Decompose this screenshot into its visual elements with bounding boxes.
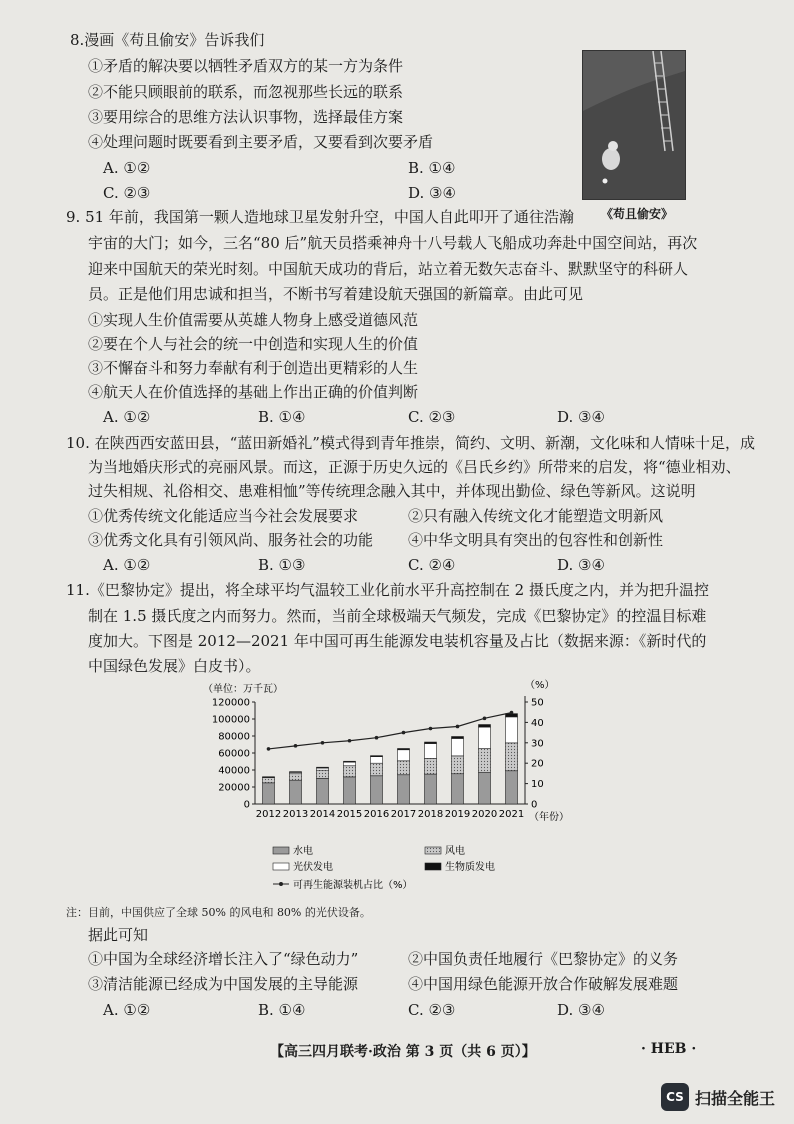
q9-item-4: ④航天人在价值选择的基础上作出正确的价值判断: [88, 383, 419, 401]
q10-option-c: C. ②④: [408, 556, 456, 574]
q11-item-4: ④中国用绿色能源开放合作破解发展难题: [408, 975, 679, 993]
cartoon-image: [582, 50, 686, 200]
q11-option-a: A. ①②: [103, 1001, 151, 1019]
y-tick-label: 80000: [218, 731, 250, 743]
chart-y2-axis-label: （%）: [525, 680, 555, 691]
ratio-series-line: [269, 713, 512, 749]
bar-biomass: [371, 756, 383, 757]
legend-label-biomass: 生物质发电: [445, 862, 495, 873]
y2-tick-label: 40: [531, 717, 544, 729]
bar-solar: [398, 750, 410, 761]
q9-item-2: ②要在个人与社会的统一中创造和实现人生的价值: [88, 335, 419, 353]
y-tick-label: 60000: [218, 748, 250, 760]
x-tick-label: 2021: [498, 809, 525, 820]
legend-swatch-wind: [425, 847, 441, 854]
q10-stem-line-3: 过失相规、礼俗相交、患难相恤”等传统理念融入其中，并体现出勤俭、绿色等新风。这说明: [88, 482, 696, 500]
ratio-point: [294, 744, 298, 748]
chart-note: 注：目前，中国供应了全球 50% 的风电和 80% 的光伏设备。: [66, 906, 371, 919]
q10-option-b: B. ①③: [258, 556, 306, 574]
bar-solar: [425, 744, 437, 759]
q9-option-b: B. ①④: [258, 408, 306, 426]
q10-stem-line-1: 10. 在陕西西安蓝田县，“蓝田新婚礼”模式得到青年推崇，简约、文明、新潮，文化味和人情味十足，成: [66, 434, 755, 452]
bar-biomass: [425, 742, 437, 744]
q10-item-3: ③优秀文化具有引领风尚、服务社会的功能: [88, 531, 374, 549]
y2-tick-label: 20: [531, 758, 544, 770]
bar-solar: [317, 768, 329, 770]
bar-wind: [506, 743, 518, 771]
legend-label-wind: 风电: [445, 846, 465, 857]
y-tick-label: 20000: [218, 782, 250, 794]
renewable-capacity-chart: [195, 676, 585, 896]
ratio-point: [375, 736, 379, 740]
x-tick-label: 2019: [444, 809, 471, 820]
y2-tick-label: 10: [531, 779, 544, 791]
bar-solar: [506, 717, 518, 743]
legend-swatch-biomass: [425, 863, 441, 870]
q8-option-d: D. ③④: [408, 184, 456, 202]
q11-option-c: C. ②③: [408, 1001, 456, 1019]
x-tick-label: 2016: [363, 809, 390, 820]
bar-hydro: [452, 774, 464, 804]
bar-wind: [344, 766, 356, 777]
y2-tick-label: 30: [531, 738, 544, 750]
bar-biomass: [344, 761, 356, 762]
paper-code: · HEB ·: [641, 1041, 697, 1057]
y2-tick-label: 0: [531, 799, 538, 811]
bar-wind: [452, 756, 464, 774]
q8-item-1: ①矛盾的解决要以牺牲矛盾双方的某一方为条件: [88, 57, 404, 75]
y-tick-label: 100000: [211, 714, 250, 726]
bar-hydro: [317, 778, 329, 804]
bar-wind: [263, 778, 275, 783]
ratio-point: [483, 717, 487, 721]
q10-option-d: D. ③④: [557, 556, 605, 574]
page-footer: 【高三四月联考·政治 第 3 页（共 6 页）】: [270, 1044, 536, 1060]
q11-option-d: D. ③④: [557, 1001, 605, 1019]
q8-item-3: ③要用综合的思维方法认识事物，选择最佳方案: [88, 108, 404, 126]
q8-option-a: A. ①②: [103, 159, 151, 177]
q9-item-3: ③不懈奋斗和努力奉献有利于创造出更精彩的人生: [88, 359, 419, 377]
ratio-point: [402, 731, 406, 735]
watermark-text: 扫描全能王: [695, 1088, 776, 1108]
y2-tick-label: 50: [531, 697, 544, 709]
q9-option-d: D. ③④: [557, 408, 605, 426]
bar-biomass: [398, 748, 410, 749]
x-tick-label: 2012: [255, 809, 282, 820]
q9-item-1: ①实现人生价值需要从英雄人物身上感受道德风范: [88, 311, 419, 329]
bar-wind: [398, 761, 410, 775]
bar-hydro: [506, 771, 518, 804]
legend-marker-ratio: [279, 882, 283, 886]
q11-item-1: ①中国为全球经济增长注入了“绿色动力”: [88, 950, 359, 968]
x-tick-label: 2020: [471, 809, 498, 820]
chart-x-axis-label: （年份）: [529, 812, 569, 823]
x-tick-label: 2013: [282, 809, 309, 820]
bar-hydro: [371, 776, 383, 804]
q11-option-b: B. ①④: [258, 1001, 306, 1019]
x-tick-label: 2015: [336, 809, 363, 820]
ratio-point: [456, 725, 460, 729]
q9-stem-line-3: 迎来中国航天的荣光时刻。中国航天成功的背后，站立着无数矢志奋斗、默默坚守的科研人: [88, 260, 689, 278]
legend-label-hydro: 水电: [293, 846, 313, 857]
bar-wind: [479, 749, 491, 773]
y-tick-label: 0: [243, 799, 250, 811]
q11-item-3: ③清洁能源已经成为中国发展的主导能源: [88, 975, 359, 993]
bar-biomass: [317, 767, 329, 768]
ratio-point: [348, 739, 352, 743]
bar-hydro: [344, 777, 356, 804]
legend-label-ratio: 可再生能源装机占比（%）: [293, 880, 413, 891]
q11-stem-line-2: 制在 1.5 摄氏度之内而努力。然而，当前全球极端天气频发，完成《巴黎协定》的控温目标难: [88, 607, 707, 625]
q9-option-a: A. ①②: [103, 408, 151, 426]
cs-logo-icon: CS: [661, 1083, 689, 1111]
bar-wind: [317, 770, 329, 778]
ratio-point: [267, 747, 271, 751]
q8-stem: 8.漫画《苟且偷安》告诉我们: [70, 31, 265, 49]
q9-stem-line-4: 员。正是他们用忠诚和担当，不断书写着建设航天强国的新篇章。由此可见: [88, 285, 584, 303]
bar-biomass: [263, 777, 275, 778]
bar-wind: [371, 763, 383, 776]
cartoon-caption: 《苟且偷安》: [601, 207, 674, 221]
q8-option-c: C. ②③: [103, 184, 151, 202]
bar-hydro: [479, 773, 491, 804]
ratio-point: [510, 711, 514, 715]
bar-hydro: [290, 780, 302, 804]
legend-swatch-hydro: [273, 847, 289, 854]
q11-stem-line-3: 度加大。下图是 2012—2021 年中国可再生能源发电装机容量及占比（数据来源：《新时代的: [88, 632, 707, 650]
bar-solar: [479, 727, 491, 749]
q9-stem-line-1: 9. 51 年前，我国第一颗人造地球卫星发射升空，中国人自此叩开了通往浩瀚: [66, 208, 574, 226]
bar-wind: [425, 758, 437, 774]
x-tick-label: 2017: [390, 809, 417, 820]
bar-biomass: [452, 737, 464, 739]
q11-stem-line-4: 中国绿色发展》白皮书）。: [88, 657, 261, 675]
bar-wind: [290, 774, 302, 780]
q8-item-4: ④处理问题时既要看到主要矛盾，又要看到次要矛盾: [88, 133, 434, 151]
bar-solar: [371, 757, 383, 764]
cartoon-illustration: [583, 51, 685, 199]
q10-item-2: ②只有融入传统文化才能塑造文明新风: [408, 507, 664, 525]
q11-item-2: ②中国负责任地履行《巴黎协定》的义务: [408, 950, 679, 968]
y-tick-label: 120000: [211, 697, 250, 709]
q11-lead: 据此可知: [88, 926, 149, 944]
legend-swatch-solar: [273, 863, 289, 870]
q11-stem-line-1: 11.《巴黎协定》提出，将全球平均气温较工业化前水平升高控制在 2 摄氏度之内，并为把升温控: [66, 581, 709, 599]
bar-biomass: [479, 725, 491, 728]
q10-stem-line-2: 为当地婚庆形式的亮丽风景。而这，正源于历史久远的《吕氏乡约》所带来的启发，将“德业相劝、: [88, 458, 741, 476]
q10-item-4: ④中华文明具有突出的包容性和创新性: [408, 531, 664, 549]
chart-y-axis-label: （单位：万千瓦）: [203, 684, 283, 695]
y-tick-label: 40000: [218, 765, 250, 777]
legend-label-solar: 光伏发电: [293, 862, 333, 873]
x-tick-label: 2014: [309, 809, 336, 820]
ratio-point: [321, 741, 325, 745]
bar-biomass: [290, 772, 302, 773]
ratio-point: [429, 727, 433, 731]
q9-stem-line-2: 宇宙的大门；如今，三名“80 后”航天员搭乘神舟十八号载人飞船成功奔赴中国空间站，再次: [88, 234, 698, 252]
q9-option-c: C. ②③: [408, 408, 456, 426]
bar-hydro: [263, 783, 275, 804]
q10-item-1: ①优秀传统文化能适应当今社会发展要求: [88, 507, 359, 525]
scanner-watermark: [661, 1083, 775, 1111]
bar-hydro: [398, 775, 410, 804]
bar-hydro: [425, 774, 437, 804]
q8-option-b: B. ①④: [408, 159, 456, 177]
x-tick-label: 2018: [417, 809, 444, 820]
q10-option-a: A. ①②: [103, 556, 151, 574]
bar-solar: [452, 738, 464, 755]
bar-solar: [344, 762, 356, 766]
q8-item-2: ②不能只顾眼前的联系，而忽视那些长远的联系: [88, 83, 404, 101]
